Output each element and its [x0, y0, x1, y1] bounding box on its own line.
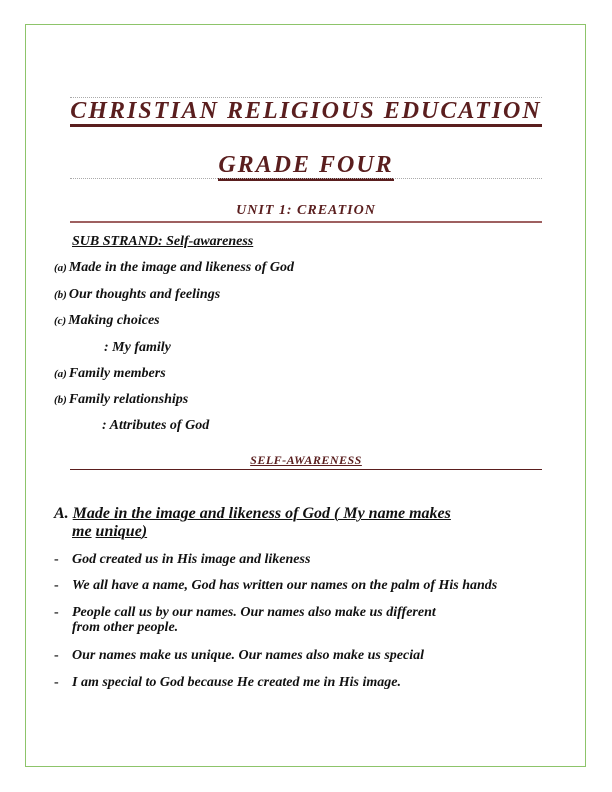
section-heading: A. Made in the image and likeness of God ( My name makes me unique)	[54, 505, 451, 540]
bullet-item: - People call us by our names. Our names also make us different from other people.	[54, 605, 436, 635]
outline-item: (c) Making choices	[54, 313, 160, 328]
bullet-item: - We all have a name, God has written our names on the palm of His hands	[54, 578, 498, 593]
bullet-item: - Our names make us unique. Our names also make us special	[54, 648, 424, 663]
outline-item: (a) Family members	[54, 366, 166, 381]
grade-title: GRADE FOUR	[0, 152, 612, 179]
outline-item: (b) Family relationships	[54, 392, 189, 407]
divider	[70, 221, 542, 223]
document-title: CHRISTIAN RELIGIOUS EDUCATION	[0, 98, 612, 125]
outline-item: (b) Our thoughts and feelings	[54, 287, 221, 302]
bullet-item: - I am special to God because He created me in His image.	[54, 675, 401, 690]
section-title: SELF-AWARENESS	[250, 453, 362, 467]
divider	[70, 469, 542, 470]
divider	[70, 178, 542, 179]
outline-item: : Attributes of God	[102, 418, 210, 433]
unit-title: UNIT 1: CREATION	[236, 203, 376, 218]
outline-item: (a) Made in the image and likeness of God	[54, 260, 294, 275]
outline-item: : My family	[104, 340, 171, 355]
sub-strand: SUB STRAND: Self-awareness	[72, 234, 254, 249]
bullet-item: - God created us in His image and likeness	[54, 552, 311, 567]
